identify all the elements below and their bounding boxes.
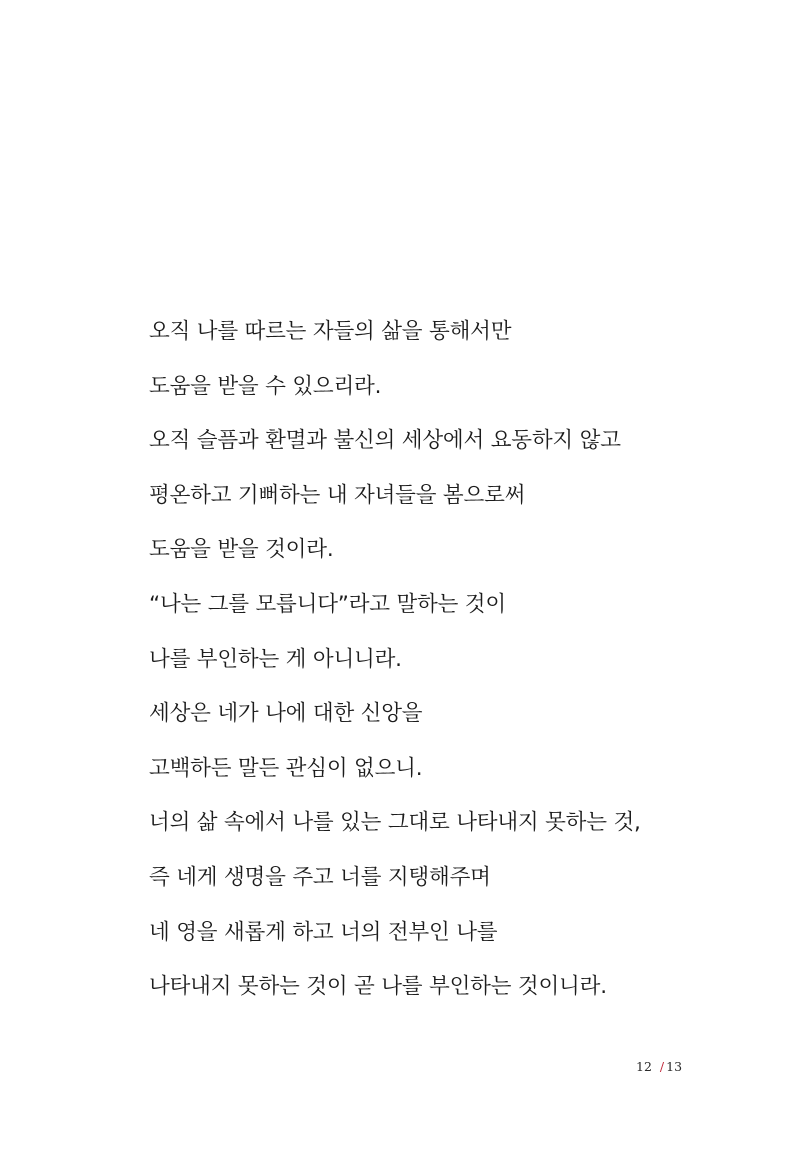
- poem-line-10: 너의 삶 속에서 나를 있는 그대로 나타내지 못하는 것,: [149, 810, 641, 836]
- poem-text-block: [149, 313, 709, 1023]
- poem-line-13: 나타내지 못하는 것이 곧 나를 부인하는 것이니라.: [149, 974, 607, 1000]
- total-page-number: 13: [666, 1059, 683, 1074]
- poem-line-5: 도움을 받을 것이라.: [149, 537, 334, 563]
- poem-line-3: 오직 슬픔과 환멸과 불신의 세상에서 요동하지 않고: [149, 428, 621, 454]
- page-number: [636, 1058, 682, 1076]
- poem-line-8: 세상은 네가 나에 대한 신앙을: [149, 701, 423, 727]
- poem-line-4: 평온하고 기뻐하는 내 자녀들을 봄으로써: [149, 482, 526, 508]
- poem-line-7: 나를 부인하는 게 아니니라.: [149, 646, 402, 672]
- poem-line-12: 네 영을 새롭게 하고 너의 전부인 나를: [149, 919, 498, 945]
- poem-line-9: 고백하든 말든 관심이 없으니.: [149, 755, 423, 781]
- page-separator: /: [659, 1059, 665, 1074]
- poem-line-1: 오직 나를 따르는 자들의 삶을 통해서만: [149, 319, 512, 344]
- poem-line-6: “나는 그를 모릅니다”라고 말하는 것이: [149, 591, 506, 617]
- current-page-number: 12: [636, 1059, 652, 1074]
- poem-line-2: 도움을 받을 수 있으리라.: [149, 373, 382, 399]
- poem-line-11: 즉 네게 생명을 주고 너를 지탱해주며: [149, 864, 491, 890]
